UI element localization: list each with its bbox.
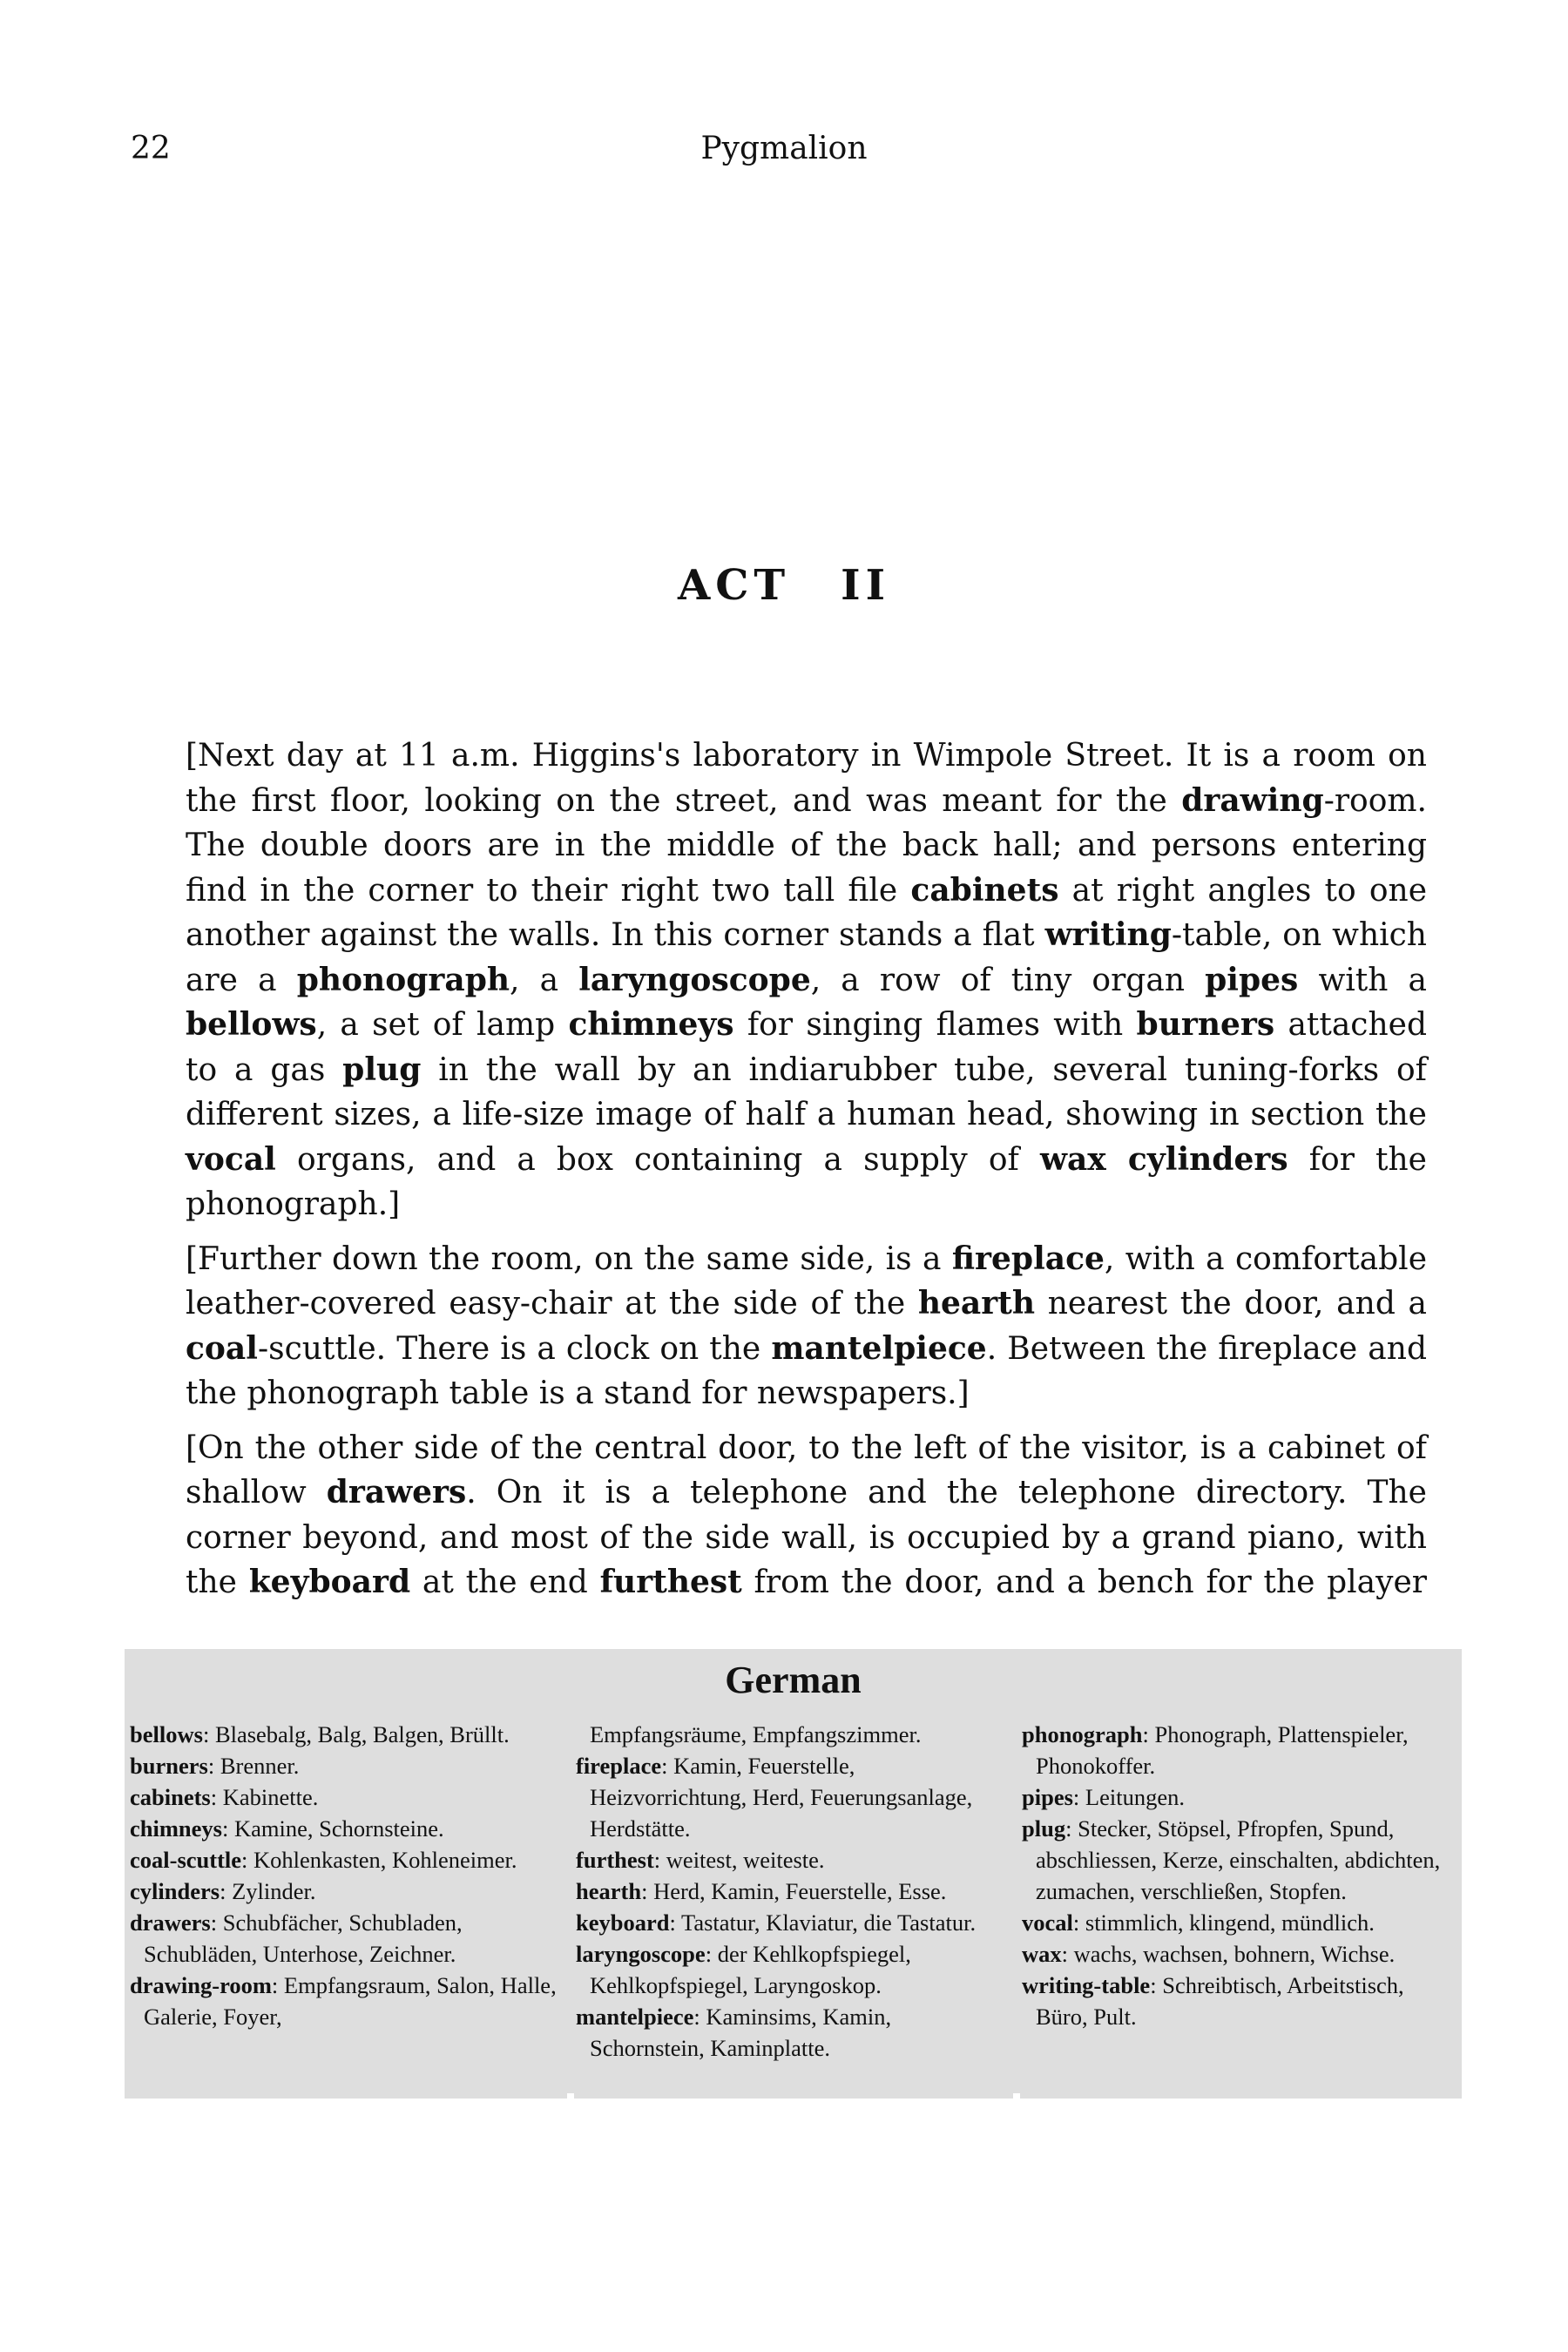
vocab-word: pipes [1205, 961, 1299, 998]
glossary-definition: Schreibtisch, Arbeitstisch, Büro, Pult. [1036, 1972, 1404, 2030]
glossary-term: vocal [1022, 1909, 1073, 1936]
glossary-entry: writing-table: Schreibtisch, Arbeitstisch, Büro, Pult. [1022, 1972, 1404, 2030]
glossary-entry: vocal: stimmlich, klingend, mündlich. [1022, 1909, 1375, 1936]
glossary-entry: laryngoscope: der Kehlkopfspiegel, Kehlkopfspiegel, Laryngoskop. [576, 1941, 911, 1998]
text-run: with a [1298, 962, 1428, 998]
glossary-entry: drawers: Schubfächer, Schubladen, Schubläden, Unterhose, Zeichner. [130, 1909, 463, 1967]
glossary-entry: keyboard: Tastatur, Klaviatur, die Tastatur. [576, 1909, 977, 1936]
text-run: for the phonograph.] [186, 1141, 1427, 1222]
glossary-column [1022, 1719, 1457, 2032]
vocab-word: hearth [917, 1285, 1036, 1321]
glossary-term: laryngoscope [576, 1941, 706, 1967]
text-run: -room. The double doors are in the middle of the back hall; and persons entering find in the corner to their right two tall file [186, 782, 1427, 909]
glossary-entry: bellows: Blasebalg, Balg, Balgen, Brüllt. [130, 1721, 510, 1747]
glossary-term: coal-scuttle [130, 1847, 242, 1873]
glossary-entry: chimneys: Kamine, Schornsteine. [130, 1815, 444, 1842]
text-run: nearest the door, and a [1035, 1286, 1427, 1321]
glossary-term: keyboard [576, 1909, 670, 1936]
vocab-word: plug [342, 1051, 422, 1088]
glossary-entry: drawing-room: Empfangsraum, Salon, Halle, Galerie, Foyer, [130, 1972, 557, 2030]
column-gap-mark [567, 2093, 574, 2102]
glossary-entry [576, 1719, 1011, 1750]
glossary-definition: Tastatur, Klaviatur, die Tastatur. [681, 1909, 977, 1936]
glossary-entry: cabinets: Kabinette. [130, 1784, 319, 1810]
glossary-entry: phonograph: Phonograph, Plattenspieler, Phonokoffer. [1022, 1721, 1409, 1779]
glossary-term: hearth [576, 1878, 642, 1904]
glossary-term: plug [1022, 1815, 1066, 1842]
glossary-term: cylinders [130, 1878, 220, 1904]
vocab-word: laryngoscope [578, 961, 811, 998]
vocab-word: writing [1044, 916, 1172, 953]
glossary-term: drawers [130, 1909, 211, 1936]
glossary-term: cabinets [130, 1784, 211, 1810]
running-head: Pygmalion [700, 131, 868, 166]
text-run: attached to a gas [186, 1007, 1427, 1088]
glossary-term: fireplace [576, 1753, 662, 1779]
text-run: from the door, and a bench for the player [741, 1565, 1427, 1600]
act-numeral: II [841, 561, 891, 610]
glossary-term: phonograph [1022, 1721, 1143, 1747]
text-run: organs, and a box containing a supply of [275, 1141, 1040, 1178]
vocab-word: chimneys [568, 1006, 734, 1043]
glossary-column [576, 1719, 1011, 2064]
glossary-entry: burners: Brenner. [130, 1753, 300, 1779]
glossary-entry: wax: wachs, wachsen, bohnern, Wichse. [1022, 1941, 1396, 1967]
stage-paragraph [186, 1426, 1427, 1605]
glossary-definition: Zylinder. [232, 1878, 316, 1904]
glossary-definition: Phonograph, Plattenspieler, Phonokoffer. [1036, 1721, 1409, 1779]
glossary-definition: stimmlich, klingend, mündlich. [1085, 1909, 1375, 1936]
glossary-definition: Empfangsräume, Empfangszimmer. [590, 1721, 922, 1747]
vocab-word: vocal [186, 1140, 276, 1178]
vocab-word: drawers [326, 1474, 467, 1511]
glossary-term: bellows [130, 1721, 203, 1747]
glossary-term: pipes [1022, 1784, 1073, 1810]
vocab-word: burners [1136, 1006, 1275, 1043]
column-gap-mark [1013, 2093, 1020, 2102]
glossary-definition: Kamine, Schornsteine. [234, 1815, 444, 1842]
vocab-word: wax cylinders [1039, 1140, 1288, 1178]
glossary-term: chimneys [130, 1815, 222, 1842]
glossary-definition: Kohlenkasten, Kohleneimer. [253, 1847, 517, 1873]
vocab-word: keyboard [248, 1564, 411, 1600]
text-run: [Next day at 11 a.m. Higgins's laboratory in Wimpole Street. It is a room on the first floor, looking on the street, and was meant for the [186, 738, 1427, 819]
text-run: at the end [410, 1565, 600, 1600]
text-run: , a [510, 962, 579, 998]
glossary-definition: wachs, wachsen, bohnern, Wichse. [1073, 1941, 1396, 1967]
vocab-word: furthest [599, 1564, 742, 1600]
vocab-word: fireplace [951, 1240, 1105, 1277]
text-run: in the wall by an indiarubber tube, several tuning-forks of different sizes, a life-size image of half a human head, showing in section the [186, 1051, 1427, 1132]
glossary-term: drawing-room [130, 1972, 272, 1998]
text-run: . Between the fireplace and the phonograph table is a stand for newspapers.] [186, 1330, 1427, 1411]
text-run: , a row of tiny organ [810, 962, 1206, 998]
act-word: ACT [677, 561, 791, 610]
glossary-entry: coal-scuttle: Kohlenkasten, Kohleneimer. [130, 1847, 517, 1873]
glossary-definition: Stecker, Stöpsel, Pfropfen, Spund, abschliessen, Kerze, einschalten, abdichten, zumachen, verschließen, Stopfen. [1036, 1815, 1441, 1904]
glossary-term: writing-table [1022, 1972, 1151, 1998]
text-run: for singing flames with [733, 1007, 1137, 1043]
glossary-entry: plug: Stecker, Stöpsel, Pfropfen, Spund, abschliessen, Kerze, einschalten, abdichten, zumachen, verschließen, Stopfen. [1022, 1815, 1441, 1904]
glossary-entry: pipes: Leitungen. [1022, 1784, 1185, 1810]
glossary-title: German [725, 1659, 862, 1701]
text-run: [Further down the room, on the same side, is a [186, 1240, 952, 1277]
glossary-definition: Empfangsraum, Salon, Halle, Galerie, Foyer, [144, 1972, 557, 2030]
text-run: , with a comfortable leather-covered easy-chair at the side of the [186, 1240, 1427, 1321]
glossary-definition: Brenner. [220, 1753, 300, 1779]
glossary-definition: Kamin, Feuerstelle, Heizvorrichtung, Herd, Feuerungsanlage, Herdstätte. [590, 1753, 973, 1842]
vocab-word: phonograph [296, 961, 510, 998]
glossary-entry: cylinders: Zylinder. [130, 1878, 316, 1904]
glossary-definition: Leitungen. [1085, 1784, 1185, 1810]
vocab-word: drawing [1181, 781, 1324, 819]
glossary-entry: hearth: Herd, Kamin, Feuerstelle, Esse. [576, 1878, 947, 1904]
glossary-entry: furthest: weitest, weiteste. [576, 1847, 825, 1873]
glossary-box [125, 1649, 1462, 2099]
glossary-entry: mantelpiece: Kaminsims, Kamin, Schornstein, Kaminplatte. [576, 2004, 892, 2061]
stage-paragraph [186, 733, 1427, 1227]
glossary-definition: Kabinette. [222, 1784, 319, 1810]
glossary-definition: Schubfächer, Schubladen, Schubläden, Unterhose, Zeichner. [144, 1909, 463, 1967]
page-number: 22 [131, 131, 171, 166]
vocab-word: coal [186, 1329, 258, 1367]
vocab-word: mantelpiece [771, 1329, 987, 1367]
vocab-word: bellows [186, 1006, 317, 1043]
stage-paragraph [186, 1237, 1427, 1416]
glossary-term: burners [130, 1753, 208, 1779]
glossary-definition: der Kehlkopfspiegel, Kehlkopfspiegel, Laryngoskop. [590, 1941, 911, 1998]
text-run: -scuttle. There is a clock on the [257, 1330, 772, 1367]
text-run: . On it is a telephone and the telephone directory. The corner beyond, and most of the side wall, is occupied by a grand piano, with the [186, 1475, 1427, 1600]
text-run: , a set of lamp [316, 1007, 569, 1043]
glossary-entry: fireplace: Kamin, Feuerstelle, Heizvorrichtung, Herd, Feuerungsanlage, Herdstätte. [576, 1753, 973, 1842]
text-run: [On the other side of the central door, to the left of the visitor, is a cabinet of shallow [186, 1429, 1427, 1511]
glossary-definition: Kaminsims, Kamin, Schornstein, Kaminplatte. [590, 2004, 892, 2061]
vocab-word: cabinets [910, 871, 1059, 909]
glossary-term: wax [1022, 1941, 1062, 1967]
text-run: at right angles to one another against the walls. In this corner stands a flat [186, 872, 1428, 953]
text-run: -table, on which are a [186, 917, 1427, 998]
glossary-definition: weitest, weiteste. [666, 1847, 825, 1873]
glossary-term: furthest [576, 1847, 654, 1873]
glossary-column [130, 1719, 565, 2032]
stage-directions [186, 733, 1427, 1615]
glossary-definition: Herd, Kamin, Feuerstelle, Esse. [653, 1878, 947, 1904]
act-title [0, 561, 1568, 610]
glossary-definition: Blasebalg, Balg, Balgen, Brüllt. [214, 1721, 510, 1747]
glossary-term: mantelpiece [576, 2004, 694, 2030]
